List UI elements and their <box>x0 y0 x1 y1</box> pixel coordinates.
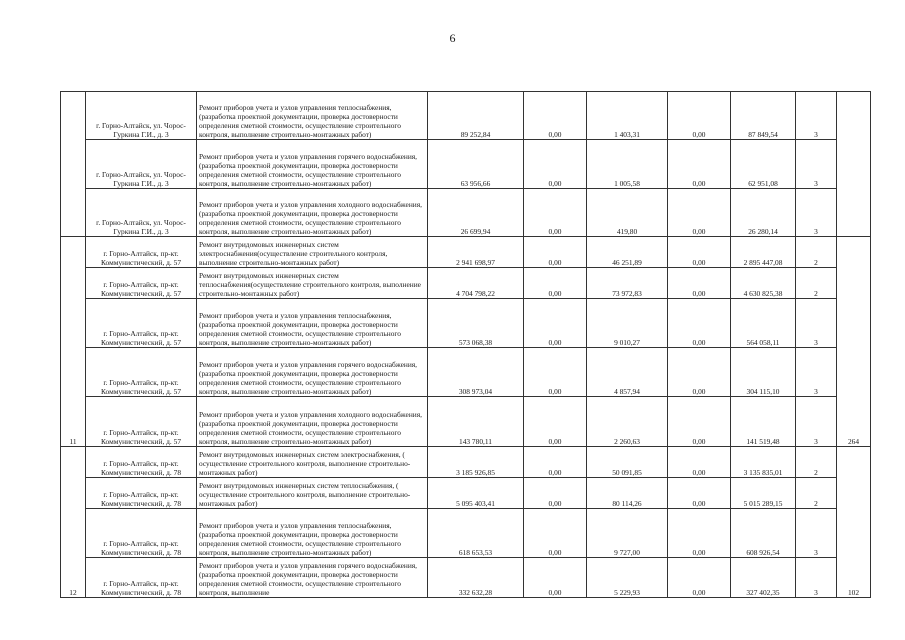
total-cost-cell: 332 632,28 <box>428 558 524 598</box>
other-funds-cell: 2 895 447,08 <box>731 237 796 268</box>
fund-cell: 0,00 <box>524 189 587 237</box>
total-cost-cell: 308 973,04 <box>428 348 524 397</box>
owner-funds-cell: 5 229,93 <box>587 558 668 598</box>
table-row <box>61 348 871 397</box>
address-cell: г. Горно-Алтайск, ул. Чорос-Гуркина Г.И., д. 3 <box>86 140 197 189</box>
work-type-cell: 3 <box>796 348 837 397</box>
address-cell: г. Горно-Алтайск, ул. Чорос-Гуркина Г.И., д. 3 <box>86 92 197 140</box>
table-row <box>61 299 871 348</box>
budget-cell: 0,00 <box>668 140 731 189</box>
table-row <box>61 509 871 558</box>
fund-cell: 0,00 <box>524 509 587 558</box>
work-type-cell: 3 <box>796 189 837 237</box>
owner-funds-cell: 9 727,00 <box>587 509 668 558</box>
owner-funds-cell: 46 251,89 <box>587 237 668 268</box>
work-description-cell: Ремонт приборов учета и узлов управления теплоснабжения, (разработка проектной документации, проверка достоверности определения сметной стоимости, осуществление строительного контроля, выполнение строительно-монтажных работ) <box>197 509 428 558</box>
owner-funds-cell: 1 005,58 <box>587 140 668 189</box>
budget-cell: 0,00 <box>668 478 731 509</box>
work-description-cell: Ремонт приборов учета и узлов управления горячего водоснабжения, (разработка проектной документации, проверка достоверности определения сметной стоимости, осуществление строительного контроля, выполнение строительно-монтажных работ) <box>197 140 428 189</box>
work-description-cell: Ремонт приборов учета и узлов управления холодного водоснабжения, (разработка проектной документации, проверка достоверности определения сметной стоимости, осуществление строительного контроля, выполнение строительно-монтажных работ) <box>197 397 428 447</box>
owner-funds-cell: 9 010,27 <box>587 299 668 348</box>
address-cell: г. Горно-Алтайск, пр-кт. Коммунистический, д. 57 <box>86 299 197 348</box>
owner-funds-cell: 80 114,26 <box>587 478 668 509</box>
work-description-cell: Ремонт внутридомовых инженерных систем электроснабжения, ( осуществление строительного контроля, выполнение строительно-монтажных работ) <box>197 447 428 478</box>
work-schedule-table <box>60 91 871 598</box>
other-funds-cell: 62 951,08 <box>731 140 796 189</box>
other-funds-cell: 5 015 289,15 <box>731 478 796 509</box>
group-index-cell: 11 <box>61 237 86 447</box>
budget-cell: 0,00 <box>668 447 731 478</box>
work-description-cell: Ремонт приборов учета и узлов управления теплоснабжения, (разработка проектной документации, проверка достоверности определения сметной стоимости, осуществление строительного контроля, выполнение строительно-монтажных работ) <box>197 92 428 140</box>
work-description-cell: Ремонт приборов учета и узлов управления горячего водоснабжения, (разработка проектной документации, проверка достоверности определения сметной стоимости, осуществление строительного контроля, выполнение <box>197 558 428 598</box>
work-type-cell: 2 <box>796 447 837 478</box>
fund-cell: 0,00 <box>524 92 587 140</box>
table-row <box>61 478 871 509</box>
budget-cell: 0,00 <box>668 558 731 598</box>
fund-cell: 0,00 <box>524 558 587 598</box>
group-index-cell: 12 <box>61 447 86 598</box>
address-cell: г. Горно-Алтайск, пр-кт. Коммунистический, д. 57 <box>86 268 197 299</box>
address-cell: г. Горно-Алтайск, пр-кт. Коммунистический, д. 78 <box>86 558 197 598</box>
total-cost-cell: 2 941 698,97 <box>428 237 524 268</box>
address-cell: г. Горно-Алтайск, пр-кт. Коммунистический, д. 78 <box>86 509 197 558</box>
total-cost-cell: 573 068,38 <box>428 299 524 348</box>
work-type-cell: 3 <box>796 299 837 348</box>
total-cost-cell: 89 252,84 <box>428 92 524 140</box>
fund-cell: 0,00 <box>524 268 587 299</box>
work-type-cell: 3 <box>796 558 837 598</box>
budget-cell: 0,00 <box>668 299 731 348</box>
owner-funds-cell: 419,80 <box>587 189 668 237</box>
table-row <box>61 140 871 189</box>
work-description-cell: Ремонт приборов учета и узлов управления горячего водоснабжения, (разработка проектной документации, проверка достоверности определения сметной стоимости, осуществление строительного контроля, выполнение строительно-монтажных работ) <box>197 348 428 397</box>
other-funds-cell: 4 630 825,38 <box>731 268 796 299</box>
group-total-cell: 264 <box>837 237 871 447</box>
other-funds-cell: 608 926,54 <box>731 509 796 558</box>
group-index-cell <box>61 92 86 237</box>
table-row <box>61 447 871 478</box>
table-row <box>61 268 871 299</box>
owner-funds-cell: 50 091,85 <box>587 447 668 478</box>
page-number: 6 <box>449 31 456 45</box>
fund-cell: 0,00 <box>524 140 587 189</box>
fund-cell: 0,00 <box>524 397 587 447</box>
other-funds-cell: 26 280,14 <box>731 189 796 237</box>
address-cell: г. Горно-Алтайск, ул. Чорос-Гуркина Г.И., д. 3 <box>86 189 197 237</box>
work-description-cell: Ремонт внутридомовых инженерных систем теплоснабжения, ( осуществление строительного контроля, выполнение строительно-монтажных работ) <box>197 478 428 509</box>
table-row <box>61 397 871 447</box>
work-description-cell: Ремонт внутридомовых инженерных систем электроснабжения(осуществление строительного контроля, выполнение строительно-монтажных работ) <box>197 237 428 268</box>
other-funds-cell: 304 115,10 <box>731 348 796 397</box>
fund-cell: 0,00 <box>524 447 587 478</box>
total-cost-cell: 26 699,94 <box>428 189 524 237</box>
work-type-cell: 3 <box>796 397 837 447</box>
budget-cell: 0,00 <box>668 237 731 268</box>
fund-cell: 0,00 <box>524 478 587 509</box>
address-cell: г. Горно-Алтайск, пр-кт. Коммунистический, д. 57 <box>86 397 197 447</box>
work-type-cell: 3 <box>796 509 837 558</box>
table-row <box>61 189 871 237</box>
group-total-cell <box>837 92 871 237</box>
address-cell: г. Горно-Алтайск, пр-кт. Коммунистический, д. 78 <box>86 478 197 509</box>
work-description-cell: Ремонт внутридомовых инженерных систем теплоснабжения(осуществление строительного контроля, выполнение строительно-монтажных работ) <box>197 268 428 299</box>
address-cell: г. Горно-Алтайск, пр-кт. Коммунистический, д. 78 <box>86 447 197 478</box>
other-funds-cell: 564 058,11 <box>731 299 796 348</box>
budget-cell: 0,00 <box>668 189 731 237</box>
other-funds-cell: 327 402,35 <box>731 558 796 598</box>
other-funds-cell: 3 135 835,01 <box>731 447 796 478</box>
table-row <box>61 92 871 140</box>
total-cost-cell: 143 780,11 <box>428 397 524 447</box>
total-cost-cell: 4 704 798,22 <box>428 268 524 299</box>
group-total-cell: 102 <box>837 447 871 598</box>
owner-funds-cell: 4 857,94 <box>587 348 668 397</box>
budget-cell: 0,00 <box>668 268 731 299</box>
total-cost-cell: 618 653,53 <box>428 509 524 558</box>
work-type-cell: 2 <box>796 268 837 299</box>
work-description-cell: Ремонт приборов учета и узлов управления теплоснабжения, (разработка проектной документации, проверка достоверности определения сметной стоимости, осуществление строительного контроля, выполнение строительно-монтажных работ) <box>197 299 428 348</box>
owner-funds-cell: 1 403,31 <box>587 92 668 140</box>
total-cost-cell: 3 185 926,85 <box>428 447 524 478</box>
owner-funds-cell: 2 260,63 <box>587 397 668 447</box>
work-type-cell: 3 <box>796 140 837 189</box>
work-type-cell: 3 <box>796 92 837 140</box>
fund-cell: 0,00 <box>524 237 587 268</box>
budget-cell: 0,00 <box>668 92 731 140</box>
total-cost-cell: 5 095 403,41 <box>428 478 524 509</box>
budget-cell: 0,00 <box>668 397 731 447</box>
fund-cell: 0,00 <box>524 299 587 348</box>
other-funds-cell: 87 849,54 <box>731 92 796 140</box>
work-type-cell: 2 <box>796 478 837 509</box>
table-row <box>61 237 871 268</box>
address-cell: г. Горно-Алтайск, пр-кт. Коммунистический, д. 57 <box>86 237 197 268</box>
other-funds-cell: 141 519,48 <box>731 397 796 447</box>
address-cell: г. Горно-Алтайск, пр-кт. Коммунистический, д. 57 <box>86 348 197 397</box>
budget-cell: 0,00 <box>668 509 731 558</box>
budget-cell: 0,00 <box>668 348 731 397</box>
table-row <box>61 558 871 598</box>
owner-funds-cell: 73 972,83 <box>587 268 668 299</box>
total-cost-cell: 63 956,66 <box>428 140 524 189</box>
fund-cell: 0,00 <box>524 348 587 397</box>
work-type-cell: 2 <box>796 237 837 268</box>
work-description-cell: Ремонт приборов учета и узлов управления холодного водоснабжения, (разработка проектной документации, проверка достоверности определения сметной стоимости, осуществление строительного контроля, выполнение строительно-монтажных работ) <box>197 189 428 237</box>
